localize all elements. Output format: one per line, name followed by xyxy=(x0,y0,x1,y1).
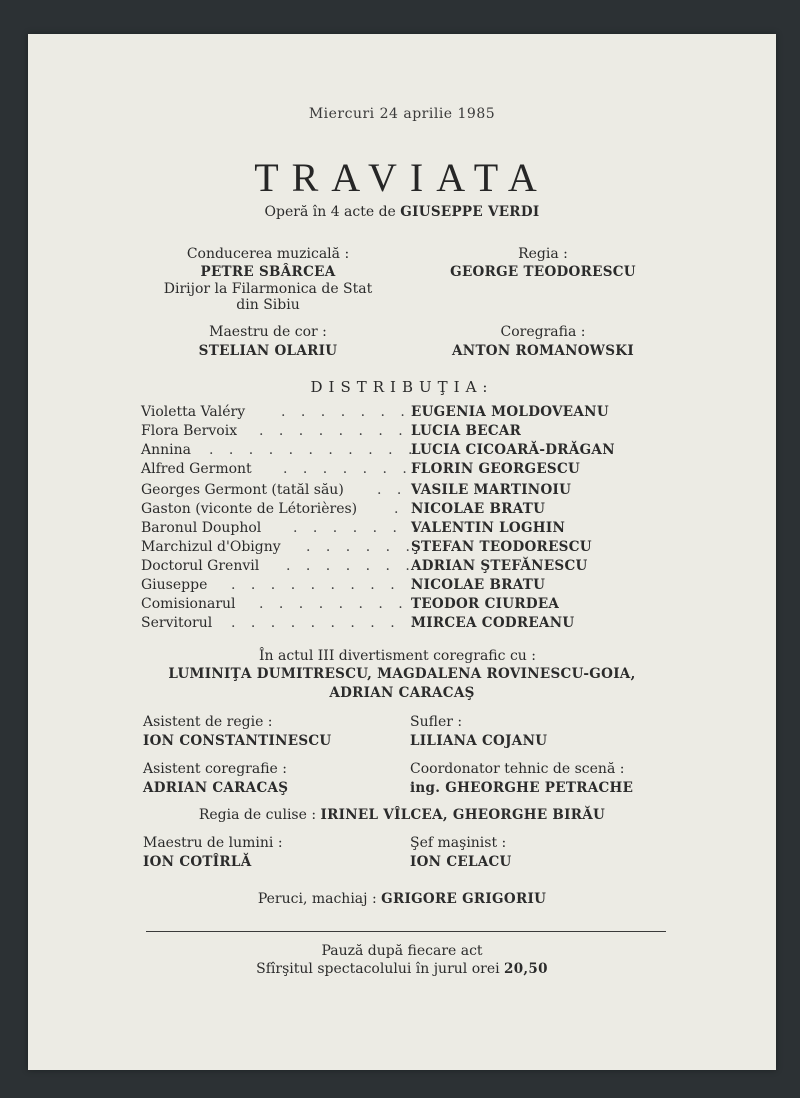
actor-name: TEODOR CIURDEA xyxy=(411,596,560,612)
cast-row xyxy=(141,558,641,577)
choreographer: ANTON ROMANOWSKI xyxy=(452,343,634,359)
makeup-artist: GRIGORE GRIGORIU xyxy=(381,891,547,907)
cast-row xyxy=(141,615,641,634)
musical-director-note-2: din Sibiu xyxy=(236,297,300,313)
cast-row xyxy=(141,596,641,615)
choreography-label: Coregrafia : xyxy=(500,324,586,340)
leader-dots: . . . . . . . xyxy=(281,404,411,420)
end-time-note xyxy=(28,961,776,977)
assistant-director-label: Asistent de regie : xyxy=(143,714,273,730)
musical-direction-label: Conducerea muzicală : xyxy=(186,246,350,262)
musical-director: PETRE SBÂRCEA xyxy=(200,264,336,280)
cast-row xyxy=(141,423,641,442)
cast-row xyxy=(141,461,641,480)
role-name: Alfred Germont xyxy=(141,461,252,477)
program-sheet xyxy=(28,34,776,1070)
cast-heading: DISTRIBUŢIA: xyxy=(310,378,494,396)
leader-dots: . . . . . . . . xyxy=(259,596,409,612)
prompter: LILIANA COJANU xyxy=(410,733,548,749)
makeup-label: Peruci, machiaj : xyxy=(257,891,377,907)
lighting-master-label: Maestru de lumini : xyxy=(143,835,283,851)
backstage-label: Regia de culise : xyxy=(198,807,317,823)
divider-rule xyxy=(146,931,666,932)
opera-subtitle xyxy=(28,204,776,220)
role-name: Doctorul Grenvil xyxy=(141,558,260,574)
role-name: Marchizul d'Obigny xyxy=(141,539,281,555)
leader-dots: . . . . . . . . . . xyxy=(231,615,421,631)
backstage-direction xyxy=(28,807,776,823)
divertisment-dancers-line-1: LUMINIŢA DUMITRESCU, MAGDALENA ROVINESCU-GOIA, xyxy=(168,666,636,682)
role-name: Flora Bervoix xyxy=(141,423,238,439)
chief-machinist: ION CELACU xyxy=(410,854,512,870)
chief-machinist-label: Şef maşinist : xyxy=(410,835,507,851)
divertisment-intro: În actul III divertisment coregrafic cu : xyxy=(259,648,536,664)
technical-coordinator: ing. GHEORGHE PETRACHE xyxy=(410,780,634,796)
role-name: Gaston (viconte de Létorières) xyxy=(141,501,358,517)
divertisment-dancers-line-2: ADRIAN CARACAŞ xyxy=(329,685,475,701)
role-name: Servitorul xyxy=(141,615,213,631)
end-time-prefix: Sfîrşitul spectacolului în jurul orei xyxy=(256,961,500,977)
role-name: Violetta Valéry xyxy=(141,404,246,420)
actor-name: NICOLAE BRATU xyxy=(411,577,546,593)
actor-name: MIRCEA CODREANU xyxy=(411,615,575,631)
cast-row xyxy=(141,520,641,539)
leader-dots: . . . . . . . . . . xyxy=(231,577,421,593)
role-name: Comisionarul xyxy=(141,596,236,612)
role-name: Georges Germont (tatăl său) xyxy=(141,482,344,498)
leader-dots: . xyxy=(394,501,404,517)
technical-coordinator-label: Coordonator tehnic de scenă : xyxy=(410,761,625,777)
assistant-choreographer: ADRIAN CARACAŞ xyxy=(143,780,289,796)
direction-label: Regia : xyxy=(518,246,568,262)
cast-row xyxy=(141,539,641,558)
role-name: Baronul Douphol xyxy=(141,520,262,536)
actor-name: FLORIN GEORGESCU xyxy=(411,461,581,477)
actor-name: NICOLAE BRATU xyxy=(411,501,546,517)
role-name: Giuseppe xyxy=(141,577,208,593)
leader-dots: . . xyxy=(377,482,407,498)
actor-name: ŞTEFAN TEODORESCU xyxy=(411,539,592,555)
cast-row xyxy=(141,482,641,501)
musical-director-note-1: Dirijor la Filarmonica de Stat xyxy=(163,281,373,297)
role-name: Annina xyxy=(141,442,191,458)
pause-note: Pauză după fiecare act xyxy=(321,943,483,959)
actor-name: LUCIA CICOARĂ-DRĂGAN xyxy=(411,442,615,458)
leader-dots: . . . . . . . . . . . xyxy=(209,442,418,458)
performance-date: Miercuri 24 aprilie 1985 xyxy=(308,106,496,122)
actor-name: VASILE MARTINOIU xyxy=(411,482,572,498)
prompter-label: Sufler : xyxy=(410,714,463,730)
cast-row xyxy=(141,577,641,596)
composer-name: GIUSEPPE VERDI xyxy=(400,204,540,220)
leader-dots: . . . . . . . . xyxy=(259,423,409,439)
cast-row xyxy=(141,501,641,520)
backstage-names: IRINEL VÎLCEA, GHEORGHE BIRĂU xyxy=(320,807,606,823)
assistant-choreography-label: Asistent coregrafie : xyxy=(143,761,287,777)
actor-name: ADRIAN ŞTEFĂNESCU xyxy=(411,558,588,574)
lighting-master: ION COTÎRLĂ xyxy=(143,854,252,870)
cast-row xyxy=(141,442,641,461)
leader-dots: . . . . . . . xyxy=(286,558,416,574)
chorus-label: Maestru de cor : xyxy=(209,324,327,340)
cast-row xyxy=(141,404,641,423)
subtitle-prefix: Operă în 4 acte de xyxy=(264,204,396,220)
end-time: 20,50 xyxy=(504,961,548,977)
wigs-makeup xyxy=(28,891,776,907)
actor-name: VALENTIN LOGHIN xyxy=(411,520,566,536)
actor-name: LUCIA BECAR xyxy=(411,423,522,439)
actor-name: EUGENIA MOLDOVEANU xyxy=(411,404,609,420)
leader-dots: . . . . . . xyxy=(306,539,416,555)
leader-dots: . . . . . . . xyxy=(283,461,413,477)
stage-director: GEORGE TEODORESCU xyxy=(450,264,636,280)
chorus-master: STELIAN OLARIU xyxy=(198,343,338,359)
assistant-director: ION CONSTANTINESCU xyxy=(143,733,332,749)
leader-dots: . . . . . . . xyxy=(293,520,423,536)
opera-title: TRAVIATA xyxy=(254,155,550,200)
